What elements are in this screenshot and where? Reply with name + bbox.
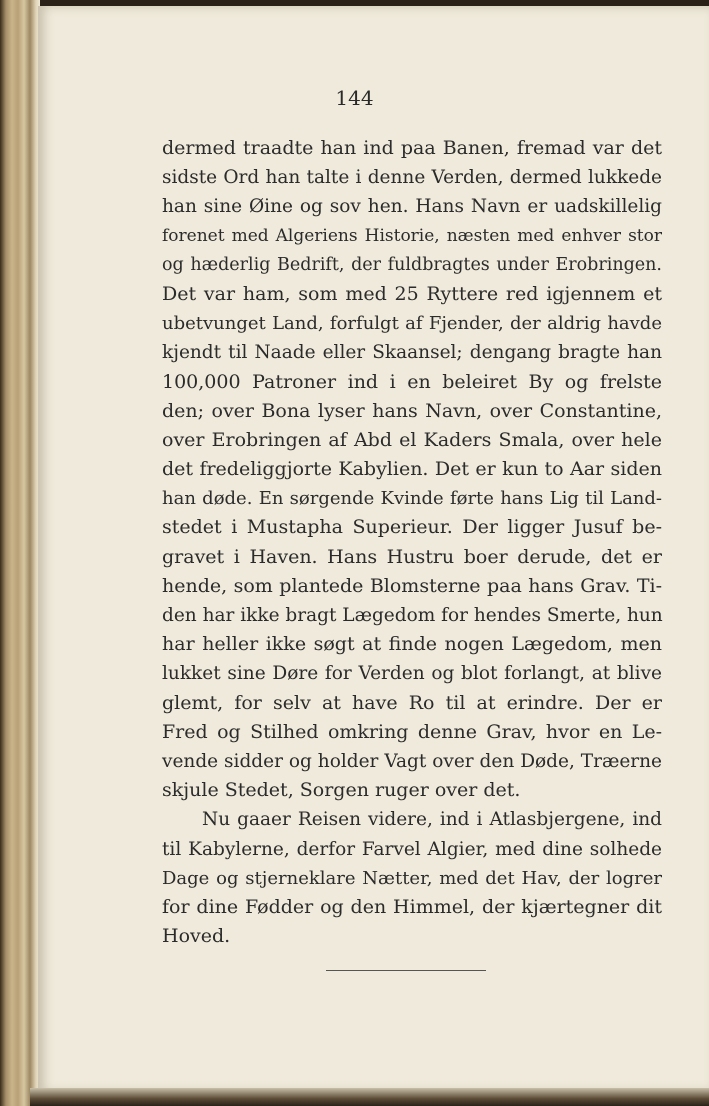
body-text — [162, 134, 662, 951]
text-line: lukket sine Døre for Verden og blot forlangt, at blive — [162, 663, 662, 685]
paragraph-end-line: Hoved. — [162, 925, 231, 948]
text-line: Fred og Stilhed omkring denne Grav, hvor en Le- — [162, 720, 662, 743]
paragraph-start-line: Nu gaaer Reisen videre, ind i Atlasbjergene, ind — [202, 809, 662, 831]
text-line: Dage og stjerneklare Nætter, med det Hav, der logrer — [162, 867, 662, 889]
text-line: forenet med Algeriens Historie, næsten med enhver stor — [162, 225, 662, 246]
text-line: ubetvunget Land, forfulgt af Fjender, der aldrig havde — [162, 313, 662, 335]
text-line: og hæderlig Bedrift, der fuldbragtes under Erobringen. — [162, 254, 662, 275]
text-line: den; over Bona lyser hans Navn, over Constantine, — [162, 399, 662, 422]
section-divider — [326, 970, 486, 971]
page-number: 144 — [335, 86, 374, 110]
text-line: glemt, for selv at have Ro til at erindre. Der er — [162, 691, 662, 714]
text-line: den har ikke bragt Lægedom for hendes Smerte, hun — [162, 605, 663, 626]
text-line: sidste Ord han talte i denne Verden, dermed lukkede — [162, 167, 662, 189]
text-line: har heller ikke søgt at finde nogen Lægedom, men — [162, 633, 662, 656]
book-spine-edge — [0, 0, 40, 1106]
text-line: hende, som plantede Blomsterne paa hans Grav. Ti- — [162, 574, 662, 597]
text-line: over Erobringen af Abd el Kaders Smala, over hele — [162, 428, 662, 451]
text-line: det fredeliggjorte Kabylien. Det er kun to Aar siden — [162, 458, 662, 481]
text-line: for dine Fødder og den Himmel, der kjærtegner dit — [162, 895, 662, 918]
text-line: til Kabylerne, derfor Farvel Algier, med dine solhede — [162, 838, 662, 860]
paragraph-end-line: skjule Stedet, Sorgen ruger over det. — [162, 779, 521, 802]
text-line: han døde. En sørgende Kvinde førte hans Lig til Land- — [162, 488, 662, 510]
text-line: stedet i Mustapha Superieur. Der ligger Jusuf be- — [162, 516, 662, 539]
text-line: kjendt til Naade eller Skaansel; dengang bragte han — [162, 342, 662, 364]
text-line: vende sidder og holder Vagt over den Døde, Træerne — [162, 750, 662, 772]
text-line: gravet i Haven. Hans Hustru boer derude, det er — [162, 545, 662, 568]
text-line: han sine Øine og sov hen. Hans Navn er uadskillelig — [162, 196, 662, 218]
page-bottom-edge — [30, 1088, 709, 1106]
text-line: 100,000 Patroner ind i en beleiret By og frelste — [162, 370, 662, 393]
text-line: dermed traadte han ind paa Banen, fremad var det — [162, 137, 662, 159]
text-line: Det var ham, som med 25 Ryttere red igjennem et — [162, 282, 662, 305]
